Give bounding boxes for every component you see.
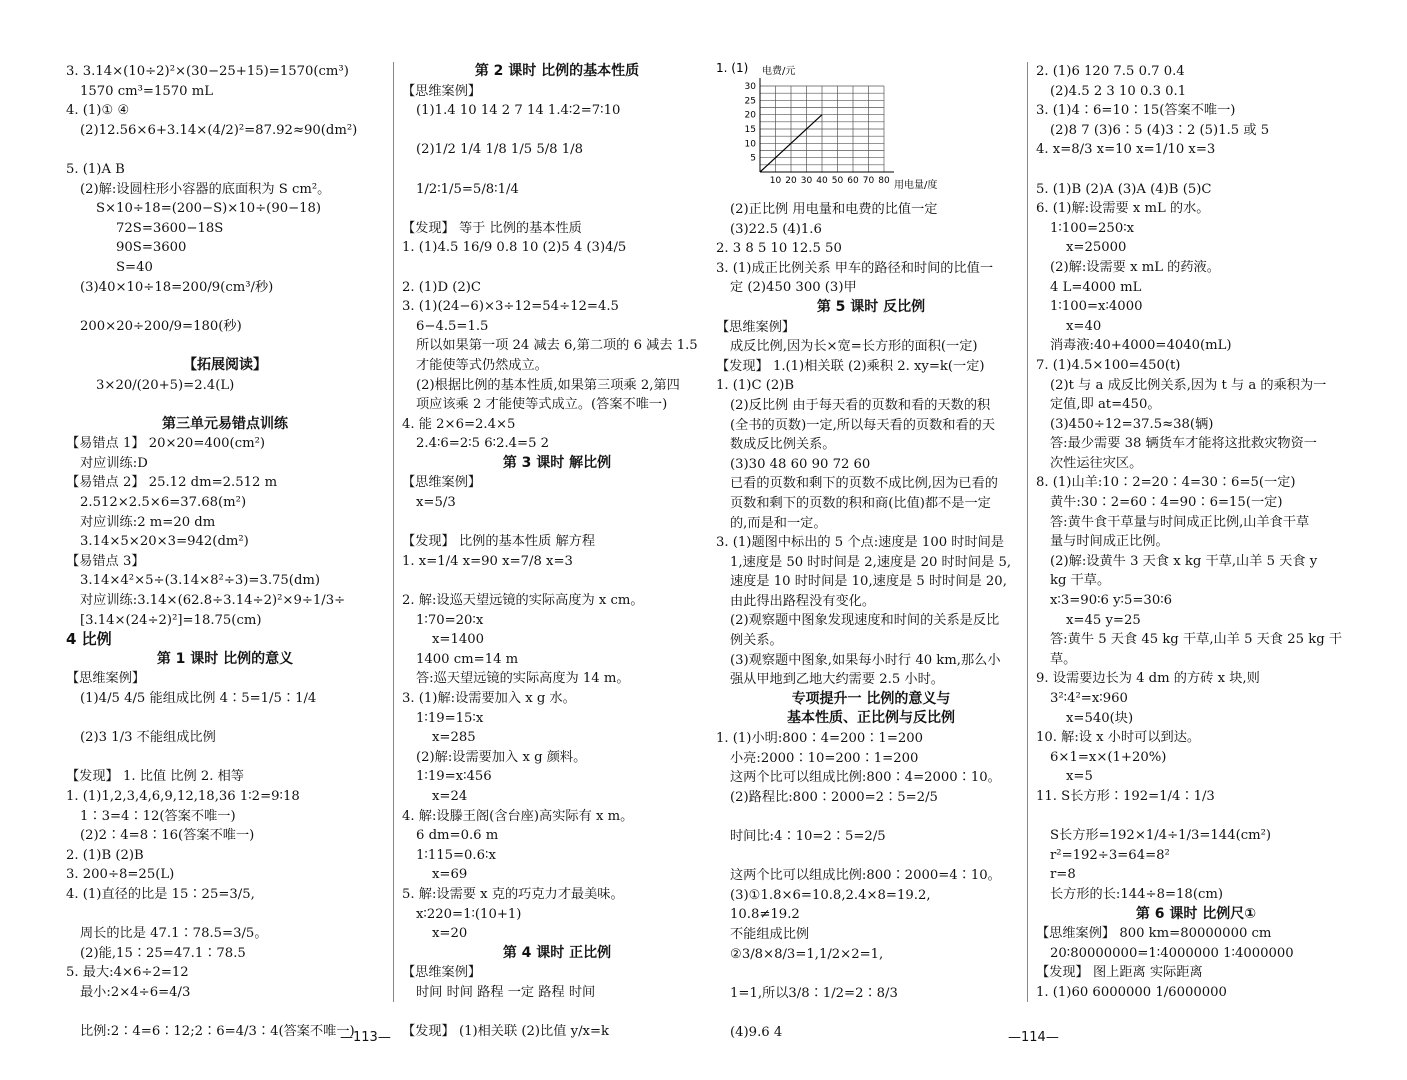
text-line: 3×20/(20+5)=2.4(L) [96, 377, 235, 393]
text-line [402, 571, 712, 591]
text-line [66, 297, 384, 317]
chart-y-axis-label: 电费/元 [762, 66, 796, 77]
text-line: 6×1=x×(1+20%) [1050, 749, 1167, 765]
text-line: 已看的页数和剩下的页数不成比例,因为已看的 [730, 476, 998, 492]
text-line: x=24 [432, 788, 468, 804]
text-line: 3. (1)(24−6)×3÷12=54÷12=4.5 [402, 299, 619, 315]
text-line [716, 807, 1026, 827]
text-line: 3.14×4²×5÷(3.14×8²÷3)=3.75(dm) [80, 573, 321, 589]
text-line: 例关系。 [730, 633, 783, 649]
text-line: 5. (1)B (2)A (3)A (4)B (5)C [1036, 181, 1212, 197]
chart-x-axis-label: 用电量/度 [894, 180, 938, 191]
page-number-right: —114— [1008, 1030, 1059, 1045]
text-line: 对应训练:3.14×(62.8÷3.14÷2)²×9÷1/3÷ [80, 593, 346, 609]
text-line: 10.8≠19.2 [730, 907, 800, 923]
text-line: x=5/3 [416, 495, 456, 511]
text-line: kg 干草。 [1050, 573, 1111, 589]
text-line: 的,而是和一定。 [730, 515, 827, 531]
chart-y-ticks [745, 82, 757, 164]
text-line [66, 709, 384, 729]
text-line: 1∶19=x∶456 [416, 769, 492, 785]
text-line: 答:黄牛 5 天食 45 kg 干草,山羊 5 天食 25 kg 干 [1050, 632, 1343, 648]
text-line: 90S=3600 [116, 240, 187, 256]
text-line: 定 (2)450 300 (3)甲 [730, 280, 857, 296]
text-line: 3. 3.14×(10÷2)²×(30−25+15)=1570(cm³) [66, 64, 349, 79]
text-line: 【拓展阅读】 [183, 356, 267, 373]
text-line: 3. (1)4∶6=10∶15(答案不唯一) [1036, 103, 1236, 119]
text-line: 最小:2×4÷6=4/3 [80, 984, 191, 1000]
text-line: ②3/8×8/3=1,1/2×2=1, [730, 946, 884, 962]
text-line: 【发现】 (1)相关联 (2)比值 y/x=k [402, 1024, 609, 1040]
text-line: 4. x=8/3 x=10 x=1/10 x=3 [1036, 142, 1216, 158]
text-line: 1. (1)4.5 16/9 0.8 10 (2)5 4 (3)4/5 [402, 240, 627, 256]
text-line: 成反比例,因为长×宽=长方形的面积(一定) [730, 339, 978, 355]
column-4 [1036, 62, 1356, 1003]
text-line: 1=1,所以3/8∶1/2=2∶8/3 [730, 985, 898, 1001]
text-line [402, 160, 712, 180]
text-line [716, 1003, 1026, 1023]
text-line: 这两个比可以组成比例:800∶4=2000∶10。 [730, 770, 1001, 786]
text-line: 小亮:2000∶10=200∶1=200 [730, 750, 919, 766]
chart-grid [760, 78, 894, 172]
electricity-chart [716, 60, 1016, 200]
text-line: x=540(块) [1066, 710, 1134, 726]
text-line [716, 847, 1026, 867]
x-tick-label: 60 [847, 176, 859, 186]
text-line: 3²∶4²=x∶960 [1050, 691, 1128, 706]
text-line [716, 964, 1026, 984]
text-line: (2)3 1/3 不能组成比例 [80, 730, 216, 746]
text-line: 5. 解:设需要 x 克的巧克力才最美味。 [402, 886, 624, 902]
text-line: (2)反比例 由于每天看的页数和看的天数的积 [730, 397, 991, 413]
text-line [66, 336, 384, 356]
text-line [402, 199, 712, 219]
text-line: 【易错点 1】 20×20=400(cm²) [66, 436, 266, 452]
text-line: 强从甲地到乙地大约需要 2.5 小时。 [730, 672, 944, 688]
text-line [402, 258, 712, 278]
text-line: 答:黄牛食干草量与时间成正比例,山羊食干草 [1050, 514, 1310, 530]
text-line: 2. 解:设巡天望远镜的实际高度为 x cm。 [402, 593, 644, 609]
x-tick-label: 20 [785, 176, 797, 186]
text-line: 草。 [1050, 651, 1077, 667]
text-line: (3)30 48 60 90 72 60 [730, 456, 871, 472]
text-line: x=285 [432, 730, 476, 746]
text-line: 不能组成比例 [730, 926, 810, 942]
text-line: 1. (1)C (2)B [716, 378, 795, 394]
text-line: 这两个比可以组成比例:800∶2000=4∶10。 [730, 868, 1001, 884]
text-line [402, 513, 712, 533]
text-line: 3. 200÷8=25(L) [66, 867, 175, 883]
text-line: 项应该乘 2 才能使等式成立。(答案不唯一) [416, 397, 668, 413]
text-line: 8. (1)山羊:10∶2=20∶4=30∶6=5(一定) [1036, 475, 1296, 491]
text-line: 3. (1)成正比例关系 甲车的路径和时间的比值一 [716, 260, 994, 276]
text-line: (2)t 与 a 成反比例关系,因为 t 与 a 的乘积为一 [1050, 377, 1327, 393]
text-line: (2)正比例 用电量和电费的比值一定 [730, 202, 938, 217]
text-line: 【发现】 1.(1)相关联 (2)乘积 2. xy=k(一定) [716, 358, 985, 374]
text-line: (3)观察题中图象,如果每小时行 40 km,那么小 [730, 652, 1001, 668]
text-line [66, 1003, 384, 1023]
text-line: 周长的比是 47.1∶78.5=3/5。 [80, 926, 268, 942]
text-line: x=45 y=25 [1066, 612, 1141, 628]
text-line: 第 5 课时 反比例 [816, 298, 926, 315]
text-line: 第三单元易错点训练 [162, 415, 288, 432]
text-line: 1. (1)60 6000000 1/6000000 [1036, 984, 1227, 1000]
page-number-left: —113— [340, 1030, 391, 1045]
text-line: 【易错点 3】 [66, 553, 145, 569]
text-line: 【思维案例】 [716, 319, 796, 335]
text-line: 2. (1)6 120 7.5 0.7 0.4 [1036, 64, 1185, 79]
text-line: 答:最少需要 38 辆货车才能将这批救灾物资一 [1050, 436, 1317, 452]
text-line: 才能使等式仍然成立。 [416, 357, 548, 373]
text-line: 1∶100=250∶x [1050, 220, 1135, 236]
text-line: 长方形的长:144÷8=18(cm) [1050, 886, 1224, 902]
text-line: x=25000 [1066, 240, 1127, 256]
text-line: 定值,即 at=450。 [1050, 397, 1161, 413]
text-line: 基本性质、正比例与反比例 [787, 710, 955, 727]
text-line: 【思维案例】 [402, 83, 482, 99]
text-line: [3.14×(24÷2)²]=18.75(cm) [80, 612, 262, 628]
text-line: 黄牛:30∶2=60∶4=90∶6=15(一定) [1050, 495, 1283, 511]
text-line: 页数和剩下的页数的积和商(比值)都不是一定 [730, 495, 991, 511]
text-line [402, 1003, 712, 1023]
text-line: 4 比例 [66, 630, 112, 649]
text-line: 【易错点 2】 25.12 dm=2.512 m [66, 475, 278, 491]
text-line: 3.14×5×20×3=942(dm²) [80, 534, 249, 550]
text-line [1036, 807, 1356, 827]
text-line: x∶220=1∶(10+1) [416, 906, 522, 922]
text-line: 4. 解:设滕王阁(含台座)高实际有 x m。 [402, 808, 634, 824]
text-line: (1)1.4 10 14 2 7 14 1.4∶2=7∶10 [416, 103, 621, 119]
text-line: 【思维案例】 [402, 965, 482, 981]
text-line: 7. (1)4.5×100=450(t) [1036, 357, 1181, 373]
text-line: r²=192÷3=64=8² [1050, 847, 1170, 863]
text-line: 5. (1)A B [66, 161, 125, 177]
y-tick-label: 15 [744, 125, 756, 135]
text-line: 1. (1)1,2,3,4,6,9,12,18,36 1∶2=9∶18 [66, 788, 300, 804]
text-line: (2)1/2 1/4 1/8 1/5 5/8 1/8 [416, 142, 583, 158]
text-line: x=40 [1066, 318, 1102, 334]
text-line: (2)观察题中图象发现速度和时间的关系是反比 [730, 613, 1000, 629]
text-line: 答:巡天望远镜的实际高度为 14 m。 [416, 671, 630, 687]
column-2 [402, 62, 712, 1042]
text-line: 【发现】 1. 比值 比例 2. 相等 [66, 769, 244, 785]
text-line: x∶3=90∶6 y∶5=30∶6 [1050, 593, 1173, 609]
text-line: 4 L=4000 mL [1050, 279, 1142, 295]
x-tick-label: 70 [862, 176, 875, 186]
text-line: (3)40×10÷18=200/9(cm³/秒) [80, 279, 274, 295]
text-line: 【思维案例】 [66, 671, 146, 687]
text-line: x=1400 [432, 632, 485, 648]
text-line: 9. 设需要边长为 4 dm 的方砖 x 块,则 [1036, 671, 1260, 687]
text-line: 【发现】 等于 比例的基本性质 [402, 220, 582, 236]
text-line: 由此得出路程没有变化。 [730, 593, 876, 609]
text-line: 第 3 课时 解比例 [502, 454, 612, 471]
text-line: 4. (1)① ④ [66, 103, 130, 119]
text-line: 量与时间成正比例。 [1050, 534, 1169, 550]
text-line: (2)能,15∶25=47.1∶78.5 [80, 945, 246, 961]
text-line: (2)解:设需要加入 x g 颜料。 [416, 749, 587, 765]
text-line: 72S=3600−18S [116, 220, 224, 236]
text-line: 【发现】 图上距离 实际距离 [1036, 965, 1203, 981]
text-line: 1. (1)小明:800∶4=200∶1=200 [716, 731, 924, 747]
text-line: 11. S长方形∶192=1/4∶1/3 [1036, 788, 1215, 804]
text-line: 1400 cm=14 m [416, 651, 519, 667]
text-line: 3. (1)解:设需要加入 x g 水。 [402, 691, 576, 706]
text-line: 1,速度是 50 时时间是 2,速度是 20 时时间是 5, [730, 554, 1012, 570]
text-line: 数成反比例关系。 [730, 437, 836, 453]
text-line: (2)解:设圆柱形小容器的底面积为 S cm²。 [80, 181, 331, 197]
text-line: S×10÷18=(200−S)×10÷(90−18) [96, 201, 322, 217]
text-line: 6−4.5=1.5 [416, 318, 489, 334]
text-line: (2)解:设黄牛 3 天食 x kg 干草,山羊 5 天食 y [1050, 553, 1318, 569]
text-line: 2. (1)B (2)B [66, 847, 144, 863]
text-line: (2)2∶4=8∶16(答案不唯一) [80, 828, 255, 844]
text-line: 第 6 课时 比例尺① [1135, 905, 1257, 922]
text-line: 200×20÷200/9=180(秒) [80, 318, 242, 334]
x-tick-label: 50 [831, 176, 844, 186]
y-tick-label: 10 [744, 139, 756, 150]
text-line: 1∶115=0.6∶x [416, 847, 496, 863]
text-line [66, 395, 384, 415]
text-line: 第 2 课时 比例的基本性质 [474, 63, 640, 79]
text-line: (全书的页数)一定,所以每天看的页数和看的天 [730, 417, 996, 433]
text-line: 时间 时间 路程 一定 路程 时间 [416, 984, 596, 1000]
text-line: 1/2∶1/5=5/8∶1/4 [416, 181, 519, 197]
text-line: (2)12.56×6+3.14×(4/2)²=87.92≈90(dm²) [80, 122, 358, 138]
text-line: 次性运往灾区。 [1050, 455, 1143, 471]
text-line: 2.512×2.5×6=37.68(m²) [80, 495, 247, 511]
text-line: (3)①1.8×6=10.8,2.4×8=19.2, [730, 887, 931, 903]
text-line: 2. (1)D (2)C [402, 279, 481, 295]
text-line: 3. (1)题图中标出的 5 个点:速度是 100 时时间是 [716, 535, 1005, 551]
x-tick-label: 30 [800, 176, 813, 186]
column-divider-2 [1027, 62, 1028, 1002]
text-line: x=5 [1066, 769, 1093, 785]
y-tick-label: 30 [744, 82, 756, 92]
text-line: 1. x=1/4 x=90 x=7/8 x=3 [402, 553, 573, 569]
text-line: 第 1 课时 比例的意义 [156, 650, 294, 667]
text-line [66, 140, 384, 160]
text-line: 【发现】 比例的基本性质 解方程 [402, 534, 596, 550]
x-tick-label: 80 [878, 176, 890, 186]
chart-svg [716, 60, 1016, 200]
text-line: 6. (1)解:设需要 x mL 的水。 [1036, 201, 1210, 217]
x-tick-label: 40 [816, 176, 828, 186]
text-line: 消毒液:40+4000=4040(mL) [1050, 338, 1232, 354]
text-line: 1∶100=x∶4000 [1050, 299, 1143, 315]
y-tick-label: 25 [744, 96, 756, 107]
column-1 [66, 62, 384, 1042]
text-line: 4. 能 2×6=2.4×5 [402, 416, 516, 432]
text-line: S=40 [116, 259, 153, 275]
column-3-lines [716, 200, 1026, 1043]
text-line: 时间比:4∶10=2∶5=2/5 [730, 829, 886, 844]
text-line: 5. 最大:4×6÷2=12 [66, 965, 189, 981]
text-line: 对应训练:D [80, 455, 148, 471]
text-line: 【思维案例】 800 km=80000000 cm [1036, 926, 1272, 942]
text-line: 4. (1)直径的比是 15∶25=3/5, [66, 886, 255, 902]
text-line: 专项提升一 比例的意义与 [791, 690, 951, 707]
text-line: 比例:2∶4=6∶12;2∶6=4/3∶4(答案不唯一) [80, 1024, 355, 1040]
text-line: 6 dm=0.6 m [416, 828, 499, 844]
text-line: S长方形=192×1/4÷1/3=144(cm²) [1050, 828, 1272, 844]
text-line: 2. 3 8 5 10 12.5 50 [716, 241, 842, 257]
text-line: (2)4.5 2 3 10 0.3 0.1 [1050, 83, 1187, 99]
text-line: 1∶70=20∶x [416, 612, 484, 628]
x-tick-label: 10 [769, 176, 782, 186]
column-3 [716, 62, 1026, 1043]
text-line: (4)9.6 4 [730, 1024, 783, 1040]
text-line [66, 748, 384, 768]
chart-x-ticks [770, 176, 890, 186]
column-divider-1 [393, 62, 394, 1002]
y-tick-label: 20 [744, 110, 756, 121]
text-line: 【思维案例】 [402, 475, 482, 491]
text-line: 所以如果第一项 24 减去 6,第二项的 6 减去 1.5 [416, 338, 698, 354]
text-line: 20∶80000000=1∶4000000 1∶4000000 [1050, 945, 1294, 961]
text-line: 1∶3=4∶12(答案不唯一) [80, 808, 236, 824]
text-line: (2)根据比例的基本性质,如果第三项乘 2,第四 [416, 377, 680, 393]
y-tick-label: 5 [750, 153, 756, 164]
text-line: 1∶19=15∶x [416, 710, 484, 726]
text-line: (3)450÷12=37.5≈38(辆) [1050, 416, 1214, 432]
text-line: (1)4/5 4/5 能组成比例 4∶5=1/5∶1/4 [80, 691, 317, 706]
text-line [402, 121, 712, 141]
text-line: 10. 解:设 x 小时可以到达。 [1036, 730, 1201, 746]
text-line: 1570 cm³=1570 mL [80, 83, 213, 99]
text-line: 第 4 课时 正比例 [502, 944, 612, 961]
text-line: (2)8 7 (3)6∶5 (4)3∶2 (5)1.5 或 5 [1050, 122, 1270, 138]
text-line: 速度是 10 时时间是 10,速度是 5 时时间是 20, [730, 574, 1007, 590]
chart-question-label: 1. (1) [716, 61, 749, 75]
text-line: 对应训练:2 m=20 dm [80, 514, 216, 530]
text-line [1036, 160, 1356, 180]
text-line [66, 905, 384, 925]
text-line: (3)22.5 (4)1.6 [730, 221, 822, 237]
text-line: (2)解:设需要 x mL 的药液。 [1050, 259, 1220, 275]
text-line: x=20 [432, 926, 468, 942]
text-line: r=8 [1050, 867, 1076, 883]
text-line: (2)路程比:800∶2000=2∶5=2/5 [730, 789, 938, 805]
text-line: 2.4∶6=2∶5 6∶2.4=5 2 [416, 436, 550, 452]
text-line: x=69 [432, 867, 468, 883]
